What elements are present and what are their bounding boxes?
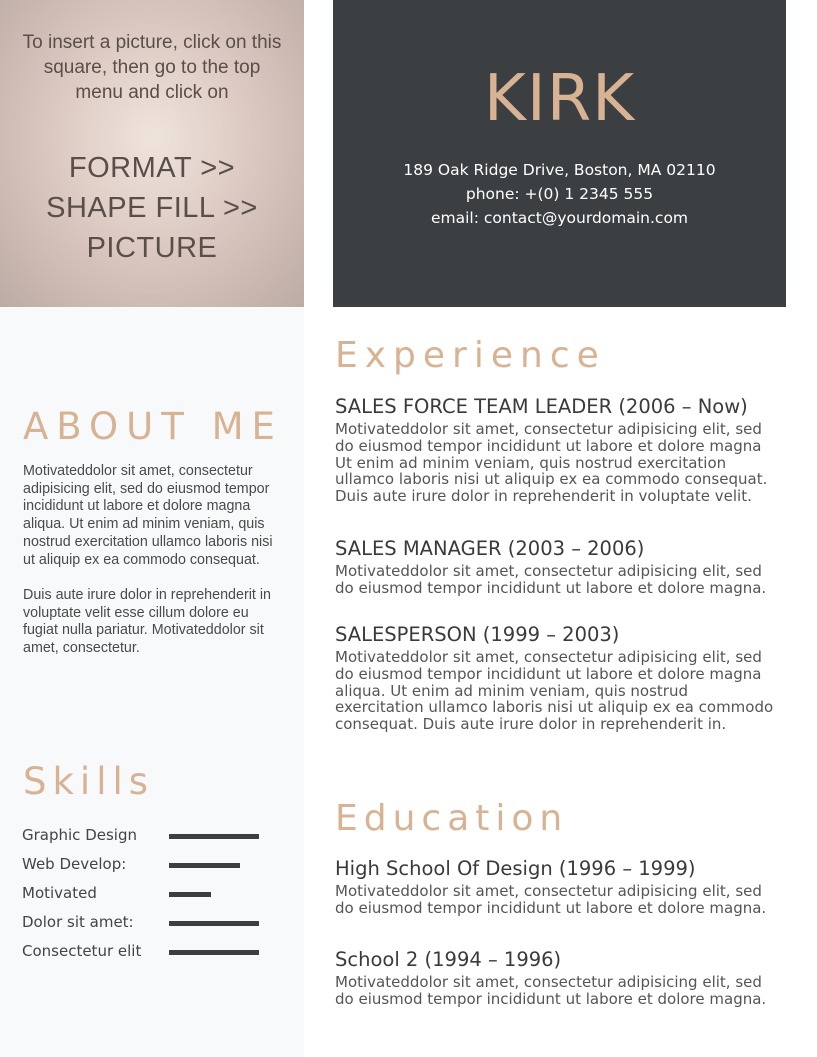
job-title: SALES FORCE TEAM LEADER (2006 – Now): [335, 395, 748, 418]
phone: phone: +(0) 1 2345 555: [465, 185, 654, 203]
photo-steps: [10, 148, 294, 268]
experience-entry: [335, 395, 775, 522]
photo-step: SHAPE FILL >>: [46, 192, 258, 224]
experience-title: Experience: [335, 335, 606, 376]
skill-row: [22, 824, 282, 853]
skill-level-bar: [169, 863, 240, 868]
school-description: Motivateddolor sit amet, consectetur adipisicing elit, sed do eiusmod tempor incididunt ut labore et dolore magna.: [335, 974, 767, 1008]
skill-level-bar: [169, 834, 259, 839]
header-block: [333, 0, 786, 307]
skill-row: [22, 940, 282, 969]
about-paragraph: Motivateddolor sit amet, consectetur adipisicing elit, sed do eiusmod tempor incididunt ut labore et dolore magna aliqua. Ut enim ad minim veniam, quis nostrud exercitation ullamco laboris nisi ut aliquip ex ea commodo consequat.: [23, 463, 273, 568]
skill-name: Graphic Design: [22, 826, 137, 844]
skills-title: Skills: [23, 760, 155, 803]
skill-row: [22, 882, 282, 911]
photo-placeholder[interactable]: [0, 0, 304, 307]
address: 189 Oak Ridge Drive, Boston, MA 02110: [403, 161, 716, 179]
skill-level-bar: [169, 921, 259, 926]
skill-row: [22, 911, 282, 940]
skills-list: [22, 824, 282, 969]
contact-info: [333, 158, 786, 230]
photo-step: FORMAT >>: [68, 152, 236, 184]
education-title: Education: [335, 798, 569, 839]
email: email: contact@yourdomain.com: [430, 209, 689, 227]
about-title: ABOUT ME: [23, 405, 283, 448]
skill-level-bar: [169, 892, 211, 897]
skill-name: Web Develop:: [22, 855, 127, 873]
education-entry: [335, 948, 775, 1016]
skill-name: Dolor sit amet:: [22, 913, 134, 931]
school-title: School 2 (1994 – 1996): [335, 948, 562, 971]
education-entry: [335, 857, 775, 925]
skill-level-bar: [169, 950, 259, 955]
job-title: SALESPERSON (1999 – 2003): [335, 623, 620, 646]
photo-step: PICTURE: [86, 232, 218, 264]
experience-entry: [335, 537, 775, 605]
skill-name: Motivated: [22, 884, 97, 902]
school-description: Motivateddolor sit amet, consectetur adipisicing elit, sed do eiusmod tempor incididunt ut labore et dolore magna.: [335, 883, 767, 917]
skill-name: Consectetur elit: [22, 942, 142, 960]
about-paragraph: Duis aute irure dolor in reprehenderit in voluptate velit esse cillum dolore eu fugiat nulla pariatur. Motivateddolor sit amet, consectetur.: [23, 586, 271, 657]
photo-hint: To insert a picture, click on this square, then go to the top menu and click on: [22, 32, 282, 103]
skill-row: [22, 853, 282, 882]
job-description: Motivateddolor sit amet, consectetur adipisicing elit, sed do eiusmod tempor incididunt ut labore et dolore magna aliqua. Ut enim ad minim veniam, quis nostrud exercitation ullamco laboris nisi ut aliquip ex ea commodo consequat. Duis aute irure dolor in reprehenderit in.: [335, 649, 774, 734]
about-text: [23, 463, 283, 675]
experience-entry: [335, 623, 775, 750]
job-description: Motivateddolor sit amet, consectetur adipisicing elit, sed do eiusmod tempor incididunt ut labore et dolore magna.: [335, 563, 767, 597]
candidate-name: KIRK: [483, 62, 636, 136]
school-title: High School Of Design (1996 – 1999): [335, 857, 696, 880]
job-description: Motivateddolor sit amet, consectetur adipisicing elit, sed do eiusmod tempor incididunt ut labore et dolore magna Ut enim ad minim veniam, quis nostrud exercitation ullamco laboris nisi ut aliquip ex ea commodo consequat. Duis aute irure dolor in reprehenderit in voluptate velit.: [335, 421, 768, 506]
job-title: SALES MANAGER (2003 – 2006): [335, 537, 645, 560]
